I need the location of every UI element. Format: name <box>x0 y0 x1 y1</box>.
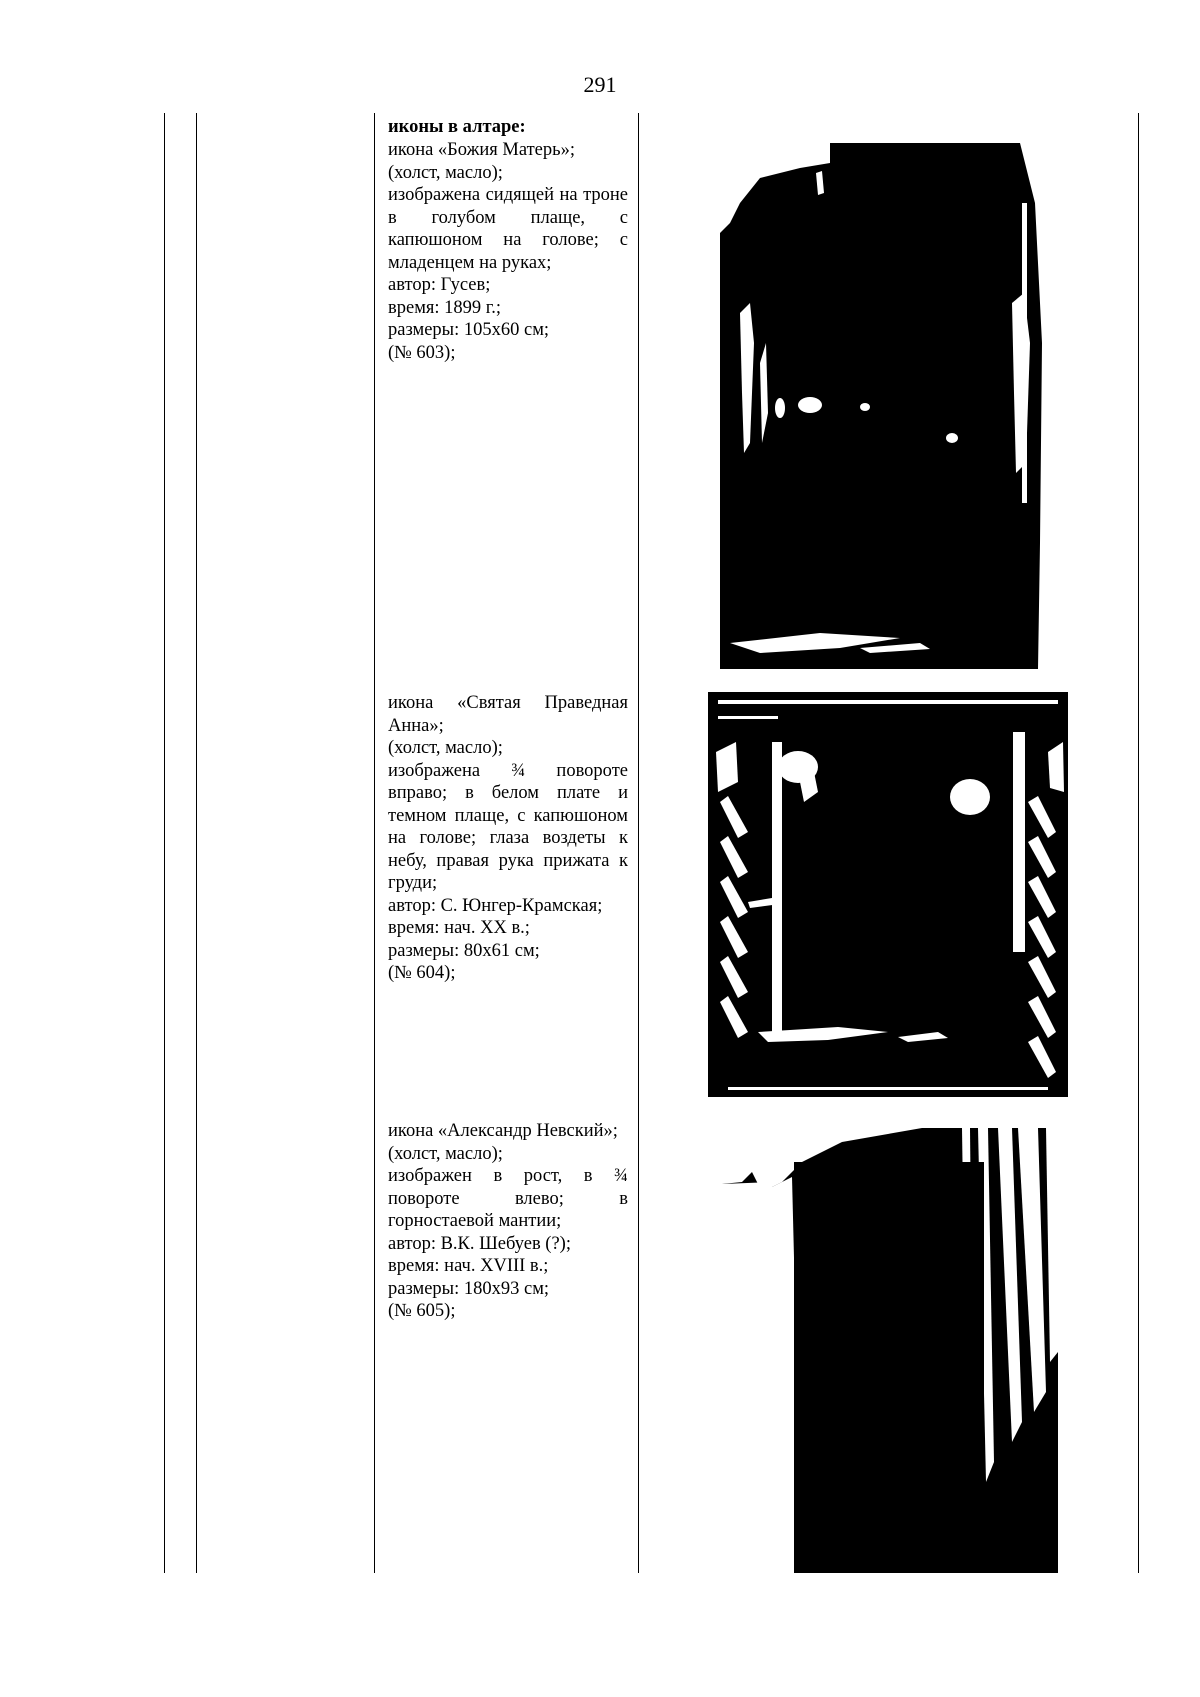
icon-entry <box>388 692 628 985</box>
table-column-rule <box>164 113 165 1573</box>
icon-description: изображен в рост, в ¾ повороте влево; в горностаевой мантии; <box>388 1166 628 1231</box>
icon-size: размеры: 180х93 см; <box>388 1278 550 1299</box>
icon-author: автор: Гусев; <box>388 275 491 295</box>
icon-title: икона «Божия Матерь»; <box>388 140 575 160</box>
table-column-rule <box>638 113 639 1573</box>
icon-description: изображена сидящей на троне в голубом плаще, с капюшоном на голове; с младенцем на руках; <box>388 185 628 273</box>
icon-size: размеры: 80х61 см; <box>388 940 540 961</box>
icon-entry <box>388 1120 628 1323</box>
icon-time: время: нач. XX в.; <box>388 918 530 938</box>
icon-photo <box>708 692 1068 1097</box>
icon-technique: (холст, масло); <box>388 738 503 758</box>
icon-time: время: нач. XVIII в.; <box>388 1256 549 1276</box>
icon-technique: (холст, масло); <box>388 162 503 183</box>
icon-size: размеры: 105х60 см; <box>388 320 550 340</box>
icon-photo-image <box>708 692 1068 1097</box>
icon-number: (№ 605); <box>388 1301 456 1321</box>
icon-entry <box>388 139 628 364</box>
icon-author: автор: В.К. Шебуев (?); <box>388 1233 571 1254</box>
icon-photo <box>720 143 1056 669</box>
icon-number: (№ 604); <box>388 963 456 983</box>
table-column-rule <box>196 113 197 1573</box>
icon-photo-image <box>720 143 1056 669</box>
section-heading: иконы в алтаре: <box>388 117 526 137</box>
icon-time: время: 1899 г.; <box>388 297 502 318</box>
icon-title: икона «Святая Праведная Анна»; <box>388 693 628 736</box>
icon-photo <box>722 1122 1058 1573</box>
page-number: 291 <box>583 72 617 97</box>
icon-photo-image <box>722 1122 1058 1573</box>
icon-technique: (холст, масло); <box>388 1143 503 1164</box>
table-column-rule <box>374 113 375 1573</box>
table-column-rule <box>1138 113 1139 1573</box>
icon-title: икона «Александр Невский»; <box>388 1121 618 1141</box>
icon-description: изображена ¾ повороте вправо; в белом плате и темном плаще, с капюшоном на голове; глаза воздеты к небу, правая рука прижата к груди; <box>388 760 628 893</box>
icon-author: автор: С. Юнгер-Крамская; <box>388 895 603 916</box>
icon-number: (№ 603); <box>388 342 456 363</box>
